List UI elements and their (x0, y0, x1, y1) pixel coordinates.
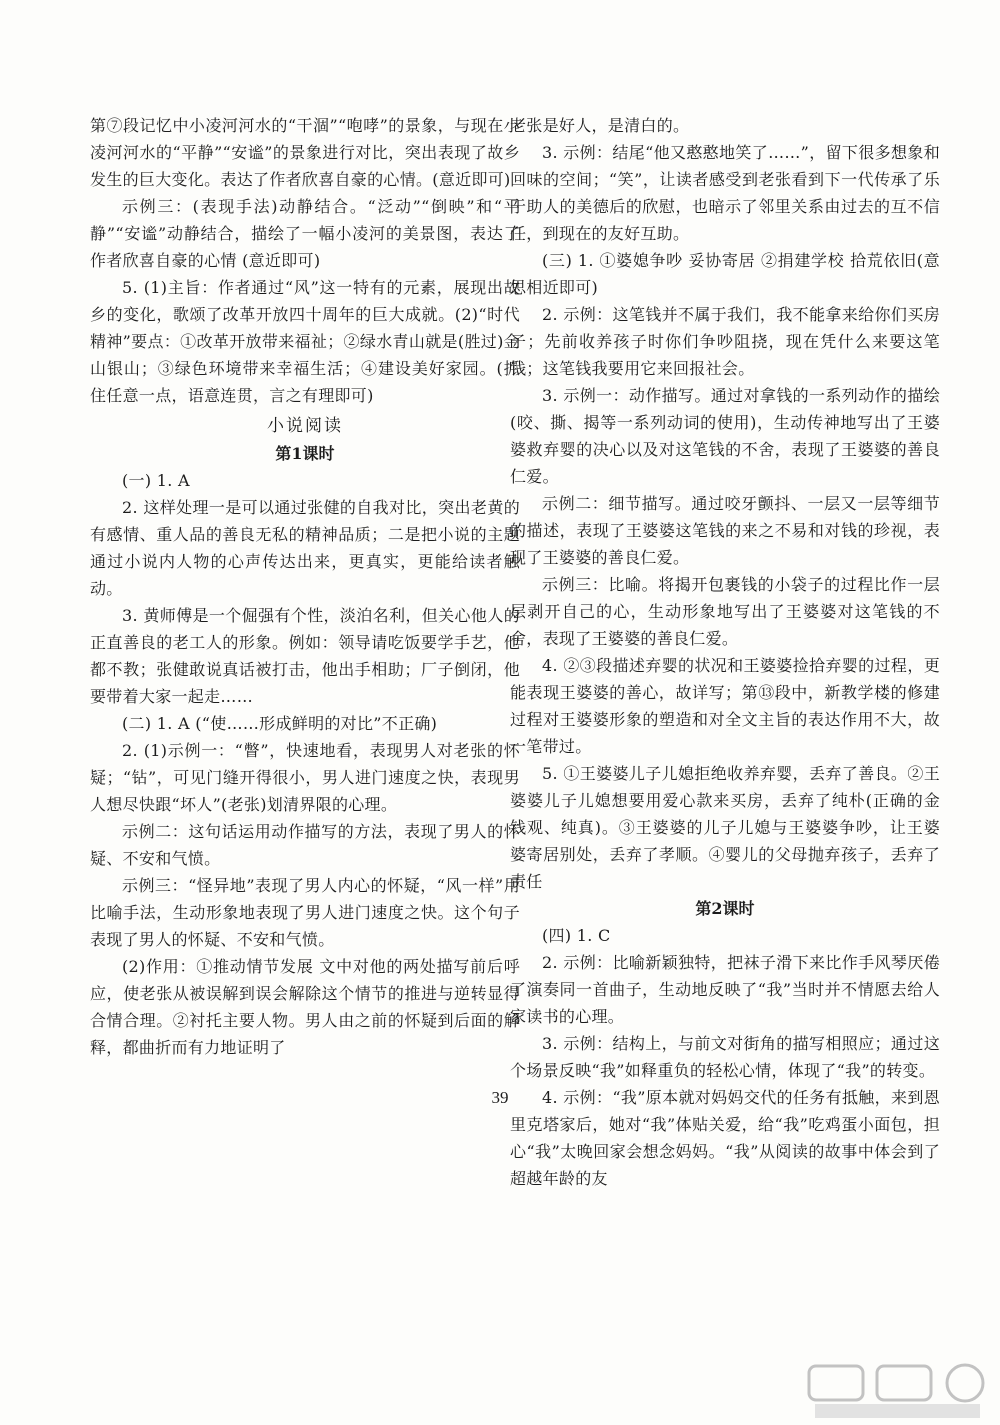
lesson-heading: 第1课时 (275, 444, 335, 463)
answer-paragraph: 示例二：细节描写。通过咬牙颤抖、一层又一层等细节的描述，表现了王婆婆这笔钱的来之不易和对钱的珍视，表现了王婆婆的善良仁爱。 (510, 494, 940, 567)
lesson-heading: 第2课时 (695, 899, 755, 918)
watermark-logo (805, 1362, 990, 1420)
watermark-url-band (815, 1404, 980, 1418)
answer-paragraph: (四) 1. C (542, 926, 611, 945)
answer-paragraph: 3. 示例一：动作描写。通过对拿钱的一系列动作的描绘(咬、撕、揭等一系列动词的使用)，生动传神地写出了王婆婆救弃婴的决心以及对这笔钱的不舍，表现了王婆婆的善良仁爱。 (510, 386, 940, 486)
answer-paragraph: 5. (1)主旨：作者通过“风”这一特有的元素，展现出故乡的变化，歌颂了改革开放四十周年的巨大成就。(2)“时代精神”要点：①改革开放带来福祉；②绿水青山就是(胜过)金山银山；③绿色环境带来幸福生活；④建设美好家园。(抓住任意一点，语意连贯，言之有理即可) (90, 278, 520, 405)
right-column (510, 112, 940, 1192)
answer-paragraph: 老张是好人，是清白的。 (510, 116, 690, 135)
answer-paragraph: 2. 这样处理一是可以通过张健的自我对比，突出老黄的有感情、重人品的善良无私的精神品质；二是把小说的主题通过小说内人物的心声传达出来，更真实，更能给读者触动。 (90, 498, 520, 598)
answer-paragraph: 示例三：比喻。将揭开包裹钱的小袋子的过程比作一层层剥开自己的心，生动形象地写出了王婆婆对这笔钱的不舍，表现了王婆婆的善良仁爱。 (510, 575, 940, 648)
answer-paragraph: 示例三：“怪异地”表现了男人内心的怀疑，“风一样”用比喻手法，生动形象地表现了男人进门速度之快。这个句子表现了男人的怀疑、不安和气愤。 (90, 876, 520, 949)
answer-paragraph: 第⑦段记忆中小凌河河水的“干涸”“咆哮”的景象，与现在小凌河河水的“平静”“安谧”的景象进行对比，突出表现了故乡发生的巨大变化。表达了作者欣喜自豪的心情。(意近即可) (90, 116, 520, 189)
answer-paragraph: 2. 示例：比喻新颖独特，把袜子滑下来比作手风琴厌倦了演奏同一首曲子，生动地反映了“我”当时并不情愿去给人家读书的心理。 (510, 953, 940, 1026)
section-title: 小说阅读 (267, 416, 343, 436)
answer-paragraph: 3. 黄师傅是一个倔强有个性，淡泊名利，但关心他人的正直善良的老工人的形象。例如：领导请吃饭要学手艺，他都不教；张健敢说真话被打击，他出手相助；厂子倒闭，他要带着大家一起走…… (90, 606, 520, 706)
left-column (90, 112, 520, 1061)
answer-paragraph: 3. 示例：结尾“他又憨憨地笑了……”，留下很多想象和回味的空间；“笑”，让读者感受到老张看到下一代传承了乐于助人的美德后的欣慰，也暗示了邻里关系由过去的互不信任，到现在的友好互助。 (510, 143, 940, 243)
answer-paragraph: (2)作用：①推动情节发展 文中对他的两处描写前后呼应，使老张从被误解到误会解除这个情节的推进与逆转显得合情合理。②衬托主要人物。男人由之前的怀疑到后面的解释，都曲折而有力地证明了 (90, 957, 520, 1057)
answer-paragraph: 2. 示例：这笔钱并不属于我们，我不能拿来给你们买房子；先前收养孩子时你们争吵阻挠，现在凭什么来要这笔钱；这笔钱我要用它来回报社会。 (510, 305, 940, 378)
answer-paragraph: (三) 1. ①婆媳争吵 妥协寄居 ②捐建学校 拾荒依旧(意思相近即可) (510, 251, 940, 297)
answer-paragraph: (一) 1. A (122, 471, 190, 490)
answer-paragraph: (二) 1. A (“使……形成鲜明的对比”不正确) (122, 714, 438, 733)
answer-paragraph: 4. 示例：“我”原本就对妈妈交代的任务有抵触，来到恩里克塔家后，她对“我”体贴关爱，给“我”吃鸡蛋小面包，担心“我”太晚回家会想念妈妈。“我”从阅读的故事中体会到了超越年龄的友 (510, 1088, 940, 1188)
watermark-badge (809, 1366, 863, 1400)
answer-paragraph: 3. 示例：结构上，与前文对街角的描写相照应；通过这个场景反映“我”如释重负的轻松心情，体现了“我”的转变。 (510, 1034, 940, 1080)
answer-paragraph: 示例三：(表现手法)动静结合。“泛动”“倒映”和“平静”“安谧”动静结合，描绘了一幅小凌河的美景图，表达了作者欣喜自豪的心情 (意近即可) (90, 197, 520, 270)
answer-paragraph: 5. ①王婆婆儿子儿媳拒绝收养弃婴，丢弃了善良。②王婆婆儿子儿媳想要用爱心款来买房，丢弃了纯朴(正确的金钱观、纯真)。③王婆婆的儿子儿媳与王婆婆争吵，让王婆婆寄居别处，丢弃了孝顺。④婴儿的父母抛弃孩子，丢弃了责任 (510, 764, 940, 891)
watermark-circle (947, 1365, 983, 1401)
answer-paragraph: 2. (1)示例一：“瞥”，快速地看，表现男人对老张的怀疑；“钻”，可见门缝开得很小，男人进门速度之快，表现男人想尽快跟“坏人”(老张)划清界限的心理。 (90, 741, 520, 814)
answer-paragraph: 4. ②③段描述弃婴的状况和王婆婆捡拾弃婴的过程，更能表现王婆婆的善心，故详写；第⑬段中，新教学楼的修建过程对王婆婆形象的塑造和对全文主旨的表达作用不大，故一笔带过。 (510, 656, 940, 756)
page-number: 39 (491, 1088, 509, 1107)
answer-paragraph: 示例二：这句话运用动作描写的方法，表现了男人的怀疑、不安和气愤。 (90, 822, 520, 868)
watermark-badge (877, 1366, 931, 1400)
